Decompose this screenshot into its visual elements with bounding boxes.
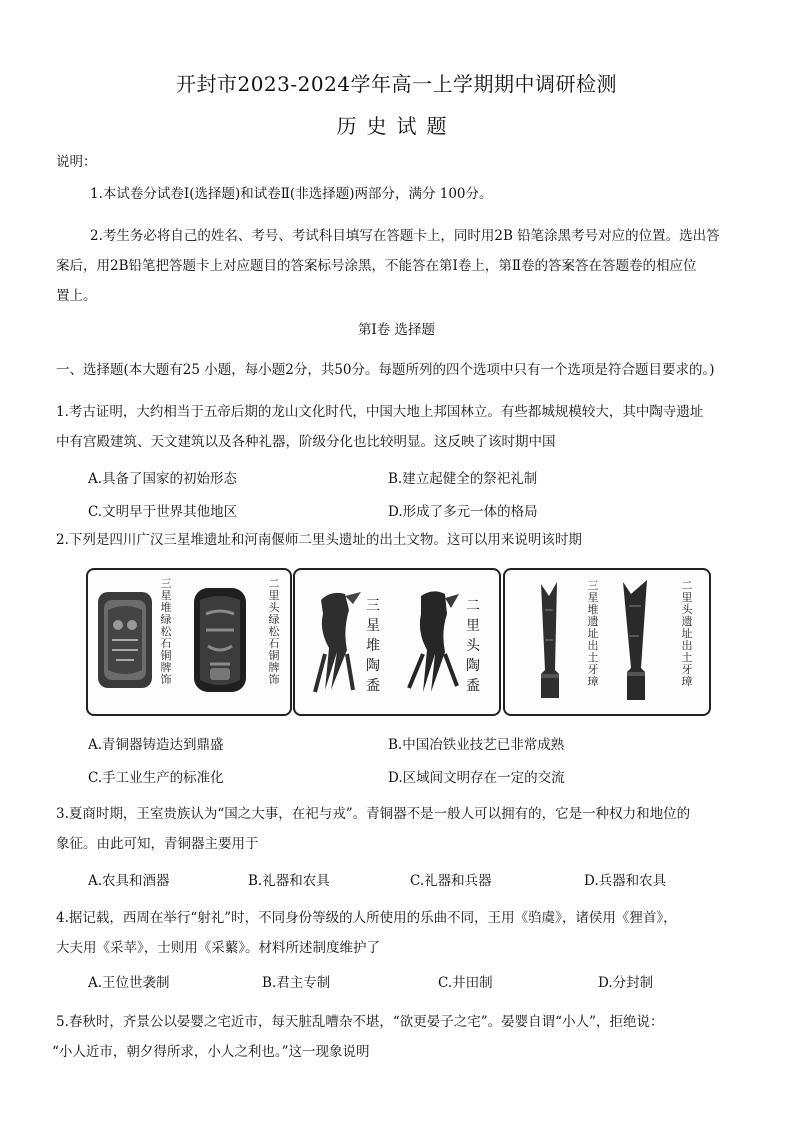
- figure-panel-he-vessels: [293, 568, 501, 716]
- question-2-line1: 2.下列是四川广汉三星堆遗址和河南偃师二里头遗址的出土文物。这可以用来说明该时期: [56, 532, 582, 548]
- question-4-line2: 大夫用《采苹》，士则用《采蘩》。材料所述制度维护了: [56, 940, 380, 956]
- plaques-image: [88, 570, 290, 714]
- instructions-label: 说明：: [56, 154, 97, 170]
- question-3-line1: 3.夏商时期，王室贵族认为“国之大事，在祀与戎”。青铜器不是一般人可以拥有的，它是一种权力和地位的: [56, 806, 691, 822]
- yazhang-image: [505, 570, 709, 714]
- instruction-item-2-line3: 置上。: [56, 288, 97, 304]
- question-4-option-a: A.王位世袭制: [88, 975, 170, 991]
- question-2-option-a: A.青铜器铸造达到鼎盛: [88, 737, 224, 753]
- exam-title: 开封市2023-2024学年高一上学期期中调研检测: [175, 72, 618, 96]
- sanxingdui-plaque: [98, 592, 152, 688]
- he-label-sanxingdui: 三星堆陶盉: [366, 598, 380, 694]
- sanxingdui-yazhang: [541, 582, 559, 698]
- question-4-option-d: D.分封制: [598, 975, 654, 991]
- question-1-option-c: C.文明早于世界其他地区: [88, 504, 238, 520]
- question-2-option-d: D.区域间文明存在一定的交流: [388, 770, 565, 786]
- question-3-option-d: D.兵器和农具: [584, 873, 667, 889]
- question-2-option-c: C.手工业生产的标准化: [88, 770, 224, 786]
- question-1-option-d: D.形成了多元一体的格局: [388, 504, 538, 520]
- instruction-item-2-line2: 案后，用2B铅笔把答题卡上对应题目的答案标号涂黑，不能答在第Ⅰ卷上，第Ⅱ卷的答案答在答题卷的相应位: [56, 258, 697, 274]
- plaque-label-sanxingdui: 三星堆绿松石铜牌饰: [160, 577, 172, 686]
- question-5-line2: “小人近市，朝夕得所求，小人之利也。”这一现象说明: [52, 1044, 370, 1060]
- question-5-line1: 5.春秋时，齐景公以晏婴之宅近市，每天脏乱嘈杂不堪，“欲更晏子之宅”。晏婴自谓“小人”，拒绝说：: [56, 1014, 664, 1030]
- question-4-option-c: C.井田制: [438, 975, 493, 991]
- question-3-option-a: A.农具和酒器: [88, 873, 170, 889]
- question-3-option-c: C.礼器和兵器: [410, 873, 492, 889]
- question-1-option-b: B.建立起健全的祭祀礼制: [388, 471, 538, 487]
- plaque-label-erlitou: 二里头绿松石铜牌饰: [268, 577, 280, 686]
- yazhang-label-sanxingdui: 三星堆遗址出土牙璋: [587, 579, 599, 688]
- figure-panel-plaques: [86, 568, 292, 716]
- exam-subtitle: 历史试题: [336, 114, 457, 138]
- question-3-line2: 象征。由此可知，青铜器主要用于: [56, 836, 259, 852]
- question-4-line1: 4.据记载，西周在举行“射礼”时，不同身份等级的人所使用的乐曲不同，王用《驺虞》，诸侯用《狸首》，: [56, 910, 677, 926]
- section-title: 第Ⅰ卷 选择题: [357, 322, 436, 338]
- erlitou-yazhang: [623, 580, 647, 700]
- question-1-line2: 中有宫殿建筑、天文建筑以及各种礼器，阶级分化也比较明显。这反映了该时期中国: [56, 434, 556, 450]
- instruction-item-2-line1: 2.考生务必将自己的姓名、考号、考试科目填写在答题卡上，同时用2B 铅笔涂黑考号对应的位置。选出答: [90, 228, 720, 244]
- section-intro: 一、选择题(本大题有25 小题，每小题2分，共50分。每题所列的四个选项中只有一个选项是符合题目要求的。): [56, 362, 715, 378]
- erlitou-he-vessel: [409, 591, 459, 692]
- instruction-item-1: 1.本试卷分试卷Ⅰ(选择题)和试卷Ⅱ(非选择题)两部分，满分 100分。: [90, 186, 493, 202]
- question-1-option-a: A.具备了国家的初始形态: [88, 471, 238, 487]
- yazhang-label-erlitou: 二里头遗址出土牙璋: [681, 579, 693, 688]
- erlitou-plaque: [194, 588, 246, 692]
- he-label-erlitou: 二里头陶盉: [466, 598, 480, 694]
- figure-panel-yazhang: [503, 568, 711, 716]
- question-1-line1: 1.考古证明，大约相当于五帝后期的龙山文化时代，中国大地上邦国林立。有些都城规模较大，其中陶寺遗址: [56, 404, 704, 420]
- question-3-option-b: B.礼器和农具: [248, 873, 330, 889]
- sanxingdui-he-vessel: [315, 592, 361, 692]
- question-2-option-b: B.中国冶铁业技艺已非常成熟: [388, 737, 565, 753]
- question-4-option-b: B.君主专制: [262, 975, 331, 991]
